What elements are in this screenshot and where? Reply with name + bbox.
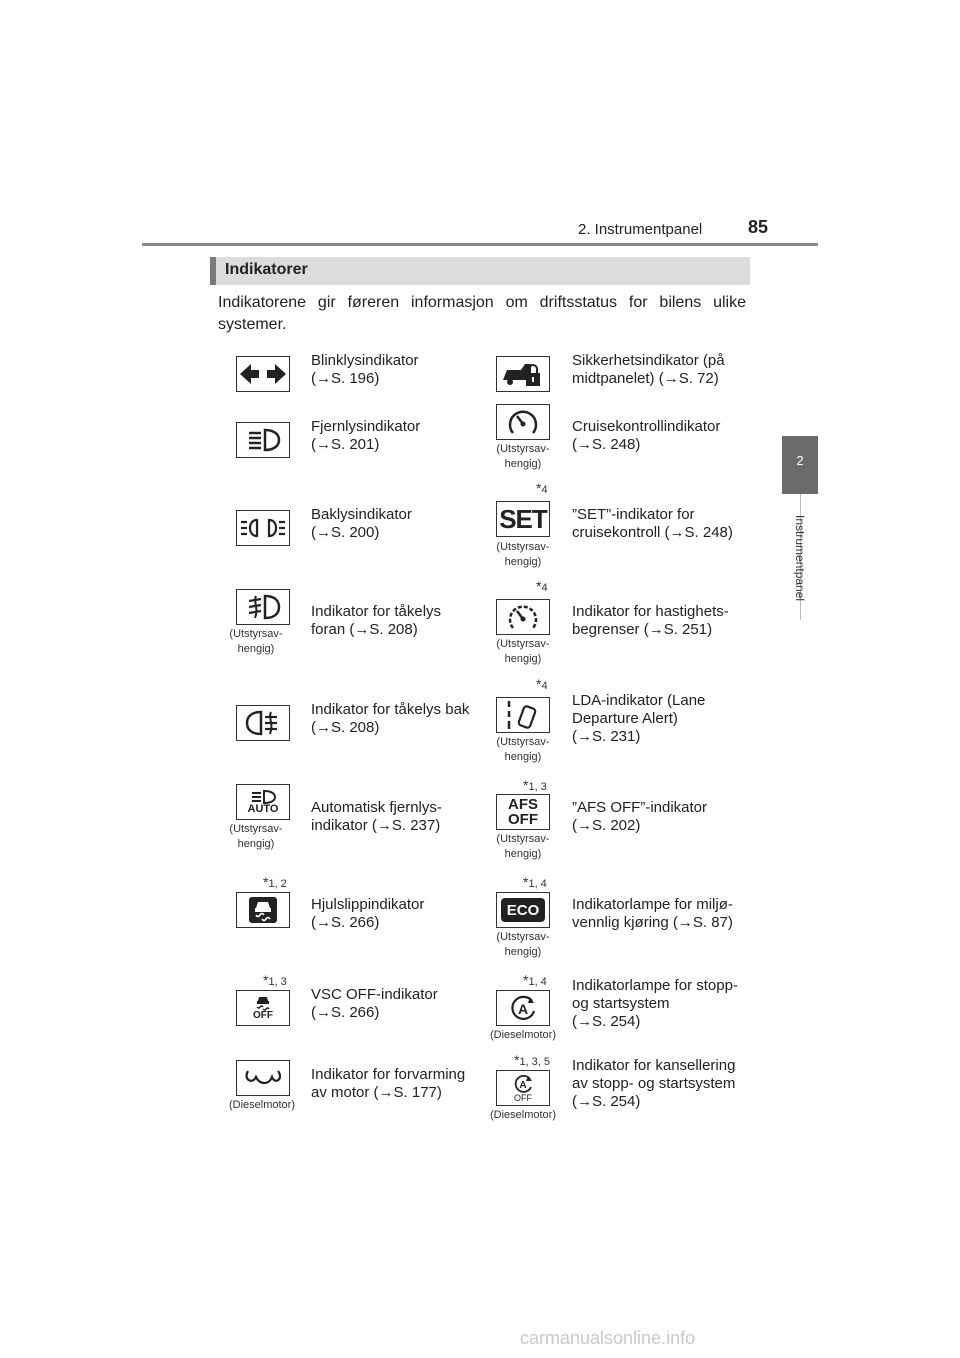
running-header-section: 2. Instrumentpanel xyxy=(578,221,703,238)
rear-fog-light-icon xyxy=(236,705,290,741)
eco-icon xyxy=(496,892,550,928)
security-indicator-icon xyxy=(496,356,550,392)
optional-note: (Utstyrsav- hengig) xyxy=(496,931,550,958)
auto-high-beam-icon xyxy=(236,784,290,820)
footnote-mark: *1, 2 xyxy=(263,874,287,890)
indicator-desc-lda: LDA-indikator (Lane Departure Alert) (→S. 231) xyxy=(572,692,706,745)
glow-plug-icon xyxy=(236,1060,290,1096)
section-title-bar xyxy=(210,257,750,285)
afs-icon-text: AFS xyxy=(508,796,538,813)
high-beam-icon xyxy=(236,422,290,458)
footnote-mark: *4 xyxy=(536,676,548,692)
afs-off-icon xyxy=(496,794,550,830)
footnote-mark: *1, 4 xyxy=(523,972,547,988)
footnote-mark: *4 xyxy=(536,480,548,496)
indicator-desc-afs-off: ”AFS OFF”-indikator (→S. 202) xyxy=(572,799,708,834)
indicator-desc-tail-light: Baklysindikator (→S. 200) xyxy=(311,506,412,541)
auto-icon-text: AUTO xyxy=(247,802,279,815)
optional-note: (Utstyrsav- hengig) xyxy=(496,736,550,763)
vsc-off-icon xyxy=(236,990,290,1026)
chapter-tab: 2 xyxy=(782,436,818,494)
indicator-desc-cruise-control: Cruisekontrollindikator (→S. 248) xyxy=(572,418,721,453)
footnote-mark: *4 xyxy=(536,578,548,594)
footnote-mark: *1, 4 xyxy=(523,874,547,890)
chapter-tab-label: Instrumentpanel xyxy=(793,515,807,602)
stop-start-cancel-letter: A xyxy=(519,1079,527,1091)
optional-note: (Utstyrsav- hengig) xyxy=(496,833,550,860)
diesel-note: (Dieselmotor) xyxy=(489,1109,556,1121)
header-rule xyxy=(142,243,818,246)
indicator-desc-speed-limiter: Indikator for hastighets- begrenser (→S. 251) xyxy=(572,603,729,638)
indicator-desc-security: Sikkerhetsindikator (på midtpanelet) (→S. 72) xyxy=(572,352,725,387)
optional-note: (Utstyrsav- hengig) xyxy=(229,823,283,850)
indicator-desc-front-fog: Indikator for tåkelys foran (→S. 208) xyxy=(311,603,442,638)
indicator-desc-vsc-off: VSC OFF-indikator (→S. 266) xyxy=(311,986,438,1021)
turn-signal-icon xyxy=(236,356,290,392)
indicator-desc-eco: Indikatorlampe for miljø- vennlig kjøring (→S. 87) xyxy=(572,896,733,931)
optional-note: (Utstyrsav- hengig) xyxy=(496,638,550,665)
footnote-mark: *1, 3 xyxy=(523,777,547,793)
indicator-desc-rear-fog: Indikator for tåkelys bak (→S. 208) xyxy=(311,701,470,736)
eco-icon-text: ECO xyxy=(506,901,540,919)
indicator-desc-glow-plug: Indikator for forvarming av motor (→S. 177) xyxy=(311,1066,466,1101)
stop-start-cancel-icon xyxy=(496,1070,550,1106)
stop-start-icon xyxy=(496,990,550,1026)
footnote-mark: *1, 3 xyxy=(263,972,287,988)
indicator-desc-turn-signal: Blinklysindikator (→S. 196) xyxy=(311,352,419,387)
front-fog-light-icon xyxy=(236,589,290,625)
diesel-note: (Dieselmotor) xyxy=(489,1029,556,1041)
indicator-desc-auto-high-beam: Automatisk fjernlys- indikator (→S. 237) xyxy=(311,799,442,834)
tail-light-icon xyxy=(236,510,290,546)
off-icon-text: OFF xyxy=(508,811,538,828)
section-intro: Indikatorene gir føreren informasjon om driftsstatus for bilens ulike systemer. xyxy=(218,294,746,333)
watermark: carmanualsonline.info xyxy=(520,1328,696,1348)
set-icon-text: SET xyxy=(499,503,547,534)
stop-start-letter: A xyxy=(517,1001,529,1017)
speed-limiter-icon xyxy=(496,599,550,635)
indicator-desc-slip: Hjulslippindikator (→S. 266) xyxy=(311,896,425,931)
indicator-desc-stop-start: Indikatorlampe for stopp- og startsystem (→S. 254) xyxy=(572,977,738,1030)
cruise-control-icon xyxy=(496,404,550,440)
optional-note: (Utstyrsav- hengig) xyxy=(229,628,283,655)
diesel-note: (Dieselmotor) xyxy=(228,1099,295,1111)
vsc-off-text: OFF xyxy=(253,1010,273,1021)
section-title: Indikatorer xyxy=(225,261,308,278)
indicator-desc-stop-start-cancel: Indikator for kansellering av stopp- og startsystem (→S. 254) xyxy=(572,1057,736,1110)
footnote-mark: *1, 3, 5 xyxy=(514,1052,551,1068)
page-number: 85 xyxy=(748,217,769,237)
indicator-desc-set: ”SET”-indikator for cruisekontroll (→S. 248) xyxy=(572,506,733,541)
set-icon xyxy=(496,501,550,537)
indicator-desc-high-beam: Fjernlysindikator (→S. 201) xyxy=(311,418,421,453)
optional-note: (Utstyrsav- hengig) xyxy=(496,541,550,568)
stop-start-cancel-off-text: OFF xyxy=(514,1092,532,1103)
slip-indicator-icon xyxy=(236,892,290,928)
optional-note: (Utstyrsav- hengig) xyxy=(496,443,550,470)
lda-icon xyxy=(496,697,550,733)
